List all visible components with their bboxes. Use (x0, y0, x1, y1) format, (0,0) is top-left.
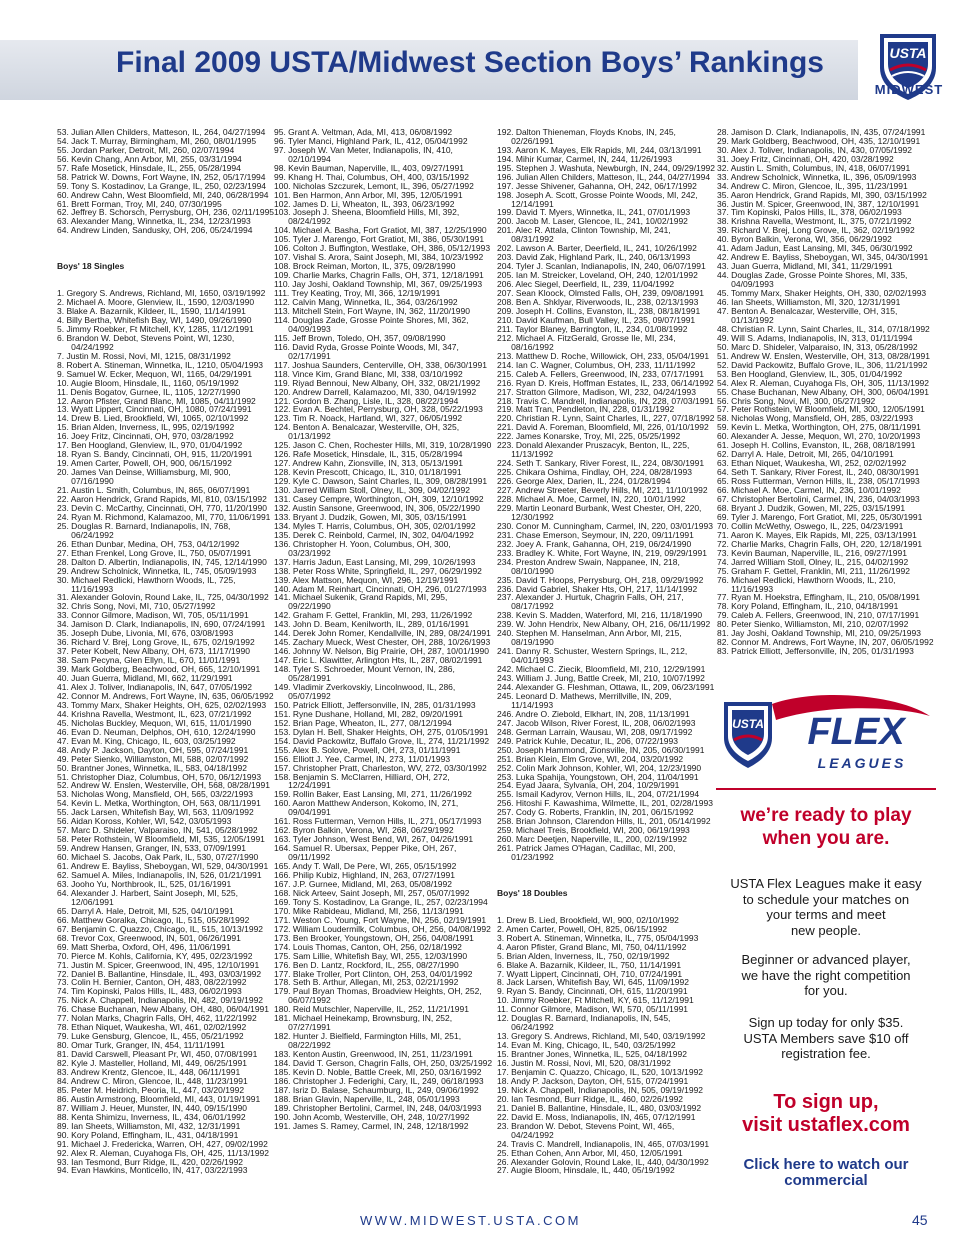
rankings-column-1 (57, 110, 274, 1184)
singles-list-continued: 192. Dalton Thieneman, Floyds Knobs, IN, 245, 02/26/1991 193. Aaron K. Mayes, Elk Rapids, MI, 244, 03/13/1991 194. Mihir Kumar, Carmel, IN, 244, 11/26/1993 195. Stephen J. Washuta, Newburgh, IN, 244, 09/29/1992 196. Julian Allen Childers, Matteson, IL, 244, 04/27/1994 197. Jesse Shivener, Gahanna, OH, 242, 06/17/1992 198. Joseph A. Scott, Grosse Pointe Woods, MI, 242, 12/14/1991 199. David T. Myers, Winnetka, IL, 241, 07/01/1993 200. Jacob M. Laser, Glencoe, IL, 241, 10/02/1992 201. Alec R. Attala, Clinton Township, MI, 241, 08/31/1992 202. Lawson A. Barter, Deerfield, IL, 241, 10/26/1992 203. David Zak, Highland Park, IL, 240, 06/13/1993 204. Tyler J. Scanlan, Indianapolis, IN, 240, 06/07/1991 205. Ian M. Streicker, Loveland, OH, 240, 12/01/1992 206. Alec Siegel, Deerfield, IL, 239, 11/04/1992 207. Sean Kloock, Olmsted Falls, OH, 239, 09/08/1991 208. Ben A. Shklyar, Riverwoods, IL, 238, 02/13/1993 209. Joseph H. Collins, Evanston, IL, 238, 08/18/1991 210. David Kaufman, Bull Valley, IL, 235, 09/07/1991 211. Taylor Blaney, Barrington, IL, 234, 01/08/1992 212. Michael A. FitzGerald, Grosse Ile, MI, 234, 08/16/1992 213. Matthew D. Roche, Willowick, OH, 233, 05/04/1991 214. Ian C. Wagner, Columbus, OH, 233, 11/11/1992 215. Caleb A. Fellers, Greenwood, IN, 233, 07/17/1991 216. Ryan D. Kreis, Hoffman Estates, IL, 233, 06/14/1992 217. Stratton Gilmore, Madison, WI, 232, 04/24/1993 218. Travis C. Mandrell, Indianapolis, IN, 228, 07/03/1991 219. Matt Tran, Pendleton, IN, 228, 01/31/1992 220. Christian R. Lynn, Saint Charles, IL, 227, 07/18/1992 221. David A. Foreman, Bloomfield, MI, 226, 01/10/1992 222. James Konarske, Troy, MI, 225, 05/25/1992 223. Donald Alexander Pruszacyk, Benton, IL, 225, 11/13/1992 224. Seth T. Sankary, River Forest, IL, 224, 08/30/1991 225. Chikara Oshima, Findlay, OH, 224, 08/28/1993 226. George Alex, Darien, IL, 224, 01/28/1994 227. Andrew Streeter, Beverly Hills, MI, 221, 11/10/1992 228. Michael A. Moe, Carmel, IN, 220, 10/01/1992 229. Martin Leonard Burbank, West Chester, OH, 220, 12/30/1992 230. Conor M. Cunningham, Carmel, IN, 220, 03/01/1993 231. Chase Emerson, Seymour, IN, 220, 09/11/1991 232. Joey A. Frank, Gahanna, OH, 219, 06/24/1990 233. Bradley K. White, Fort Wayne, IN, 219, 09/29/1991 234. Preston Andrew Swain, Nappanee, IN, 218, 08/10/1990 235. David T. Hoops, Perrysburg, OH, 218, 09/29/1992 236. David Gabriel, Shaker Hts, OH, 217, 11/14/1992 237. Alexander J. Hurtuk, Chagrin Falls, OH, 217, 08/17/1992 238. Kevin S. Madden, Waterford, MI, 216, 11/18/1990 239. W. John Hendrix, New Albany, OH, 216, 06/11/1992 240. Stephen M. Hanselman, Ann Arbor, MI, 215, 08/19/1990 241. Danny R. Schuster, Western Springs, IL, 212, 04/01/1993 242. Michael C. Ziecik, Bloomfield, MI, 210, 12/29/1991 243. William J. Jung, Battle Creek, MI, 210, 10/07/1992 244. Alexander G. Fleshman, Ottawa, IL, 209, 06/23/1991 245. Leonard D. Mathews, Merrillville, IN, 209, 11/14/1993 246. Andre O. Ziebold, Elkhart, IN, 208, 11/13/1991 247. Jacob Wilson, River Forest, IL, 208, 06/02/1993 248. German Larrain, Wausau, WI, 208, 09/17/1992 249. Patrick Kuhle, Decatur, IL, 206, 07/22/1993 250. Joseph Hammond, Zionsville, IN, 205, 06/30/1991 251. Brian Klein, Elm Grove, WI, 204, 03/20/1992 252. Colin Mark Johnson, Kohler, WI, 204, 12/23/1990 253. Luka Spahija, Youngstown, OH, 204, 11/04/1991 254. Eyad Jaara, Sylvania, OH, 204, 10/29/1991 255. Ismail Kadyrov, Vernon Hills, IL, 204, 07/21/1994 256. Hitoshi F. Kawashima, Wilmette, IL, 201, 02/28/1993 257. Cody G. Roberts, Franklin, IN, 201, 06/15/1992 258. Brian Johnson, Clarendon Hills, IL, 201, 05/14/1992 259. Michael Treis, Brookfield, WI, 200, 06/19/1993 260. Marc Deetjen, Naperville, IL, 200, 02/19/1992 261. Patrick James O'Hagan, Cadillac, MI, 200, 01/23/1992 (497, 126, 715, 863)
svg-text:FLEX: FLEX (807, 711, 905, 753)
page-title: Final 2009 USTA/Midwest Section Boys’ Rankings (116, 46, 824, 79)
page-number: 45 (912, 1212, 928, 1228)
svg-text:USTA: USTA (889, 45, 927, 61)
ad-headline: we’re ready to play when you are. (740, 805, 912, 849)
watch-commercial-link[interactable]: Click here to watch our commercial (743, 1156, 909, 1189)
ad-divider (716, 788, 936, 790)
rankings-column-4 (717, 110, 934, 665)
singles-list-continued: 53. Julian Allen Childers, Matteson, IL, 264, 04/27/1994 54. Jack T. Murray, Birmingham, MI, 260, 08/01/1995 55. Jordan Parker, Detroit, MI, 260, 02/07/1994 56. Kevin Chang, Ann Arbor, MI, 255, 03/31/1994 57. Rafe Mosetick, Hinsdale, IL, 255, 05/28/1994 58. Patrick W. Downs, Fort Wayne, IN, 252, 05/17/1994 59. Tony S. Kostadinov, La Grange, IL, 250, 02/23/1994 60. Andrew Cahn, West Bloomfield, MI, 240, 06/28/1994 61. Brett Forman, Troy, MI, 240, 07/30/1995 62. Jeffrey B. Schorsch, Perrysburg, OH, 236, 02/11/1995 63. Alexander Mang, Winnetka, IL, 234, 12/23/1993 64. Andrew Linden, Sandusky, OH, 206, 05/24/1994 (57, 126, 275, 236)
svg-text:USTA: USTA (732, 717, 764, 731)
ad-body-easy: USTA Flex Leagues make it easy to schedule your matches on your terms and meet new people. (730, 876, 922, 938)
ad-body-players: Beginner or advanced player, we have the right competition for you. (741, 952, 911, 998)
section-heading-boys-18-doubles: Boys' 18 Doubles (497, 887, 568, 898)
doubles-list: 1. Drew B. Lied, Brookfield, WI, 900, 02/10/1992 2. Amen Carter, Powell, OH, 825, 06/15/1992 3. Robert A. Stineman, Winnetka, IL, 775, 05/04/1993 4. Aaron Pfister, Grand Blanc, MI, 750, 04/11/1992 5. Brian Alden, Inverness, IL, 750, 02/19/1992 6. Blake A. Bazarnik, Kildeer, IL, 750, 11/14/1991 7. Wyatt Lippert, Cincinnati, OH, 710, 07/24/1991 8. Jack Larsen, Whitefish Bay, WI, 645, 11/09/1992 9. Ryan S. Bandy, Cincinnati, OH, 615, 11/20/1991 10. Jimmy Roebker, Ft Mitchell, KY, 615, 11/12/1991 11. Connor Gilmore, Madison, WI, 570, 05/11/1991 12. Douglas R. Barnard, Indianapolis, IN, 545, 06/24/1992 13. Gregory S. Andrews, Richland, MI, 540, 03/19/1992 14. Evan M. King, Chicago, IL, 540, 03/25/1992 15. Brantner Jones, Winnetka, IL, 525, 04/18/1992 16. Justin M. Rossi, Novi, MI, 520, 08/31/1992 17. Benjamin C. Quazzo, Chicago, IL, 520, 10/13/1992 18. Andy P. Jackson, Dayton, OH, 515, 07/24/1991 19. Nick A. Chappell, Indianapolis, IN, 505, 09/19/1992 20. Ian Tesmond, Burr Ridge, IL, 460, 02/26/1992 21. Daniel B. Ballantine, Hinsdale, IL, 480, 03/03/1992 22. David E. Moss, Indianapolis, IN, 465, 07/12/1991 23. Brandon W. Debot, Stevens Point, WI, 465, 04/24/1992 24. Travis C. Mandrell, Indianapolis, IN, 465, 07/03/1991 25. Ethan Cohen, Ann Arbor, MI, 450, 12/05/1991 26. Alexander Golovin, Round Lake, IL, 440, 04/30/1992 27. Augie Bloom, Hinsdale, IL, 440, 05/19/1992 (497, 914, 710, 1176)
singles-list: 1. Gregory S. Andrews, Richland, MI, 1650, 03/19/1992 2. Michael A. Moore, Glenview, IL, 1590, 12/03/1990 3. Blake A. Bazarnik, Kildeer, IL, 1590, 11/14/1991 4. Billy Bertha, Whitefish Bay, WI, 1490, 09/26/1990 5. Jimmy Roebker, Ft Mitchell, KY, 1285, 11/12/1991 6. Brandon W. Debot, Stevens Point, WI, 1230, 04/24/1992 7. Justin M. Rossi, Novi, MI, 1215, 08/31/1992 8. Robert A. Stineman, Winnetka, IL, 1210, 05/04/1993 9. Samuel W. Ecker, Mequon, WI, 1165, 04/29/1991 10. Augie Bloom, Hinsdale, IL, 1160, 05/19/1992 11. Denis Bogatov, Gurnee, IL, 1105, 12/27/1990 12. Aaron Pfister, Grand Blanc, MI, 1085, 04/11/1992 13. Wyatt Lippert, Cincinnati, OH, 1080, 07/24/1991 14. Drew B. Lied, Brookfield, WI, 1065, 02/10/1992 15. Brian Alden, Inverness, IL, 995, 02/19/1992 16. Joey Fritz, Cincinnati, OH, 970, 03/28/1992 17. Ben Hoogland, Glenview, IL, 970, 01/04/1992 18. Ryan S. Bandy, Cincinnati, OH, 915, 11/20/1991 19. Amen Carter, Powell, OH, 900, 06/15/1992 20. James Van Deinse, Williamsburg, MI, 900, 07/16/1990 21. Austin L. Smith, Columbus, IN, 865, 06/07/1991 22. Aaron Hendrick, Grand Rapids, MI, 810, 03/15/1992 23. Devin C. McCarthy, Cincinnati, OH, 770, 11/20/1990 24. Ryan M. Richmond, Kalamazoo, MI, 770, 11/06/1991 25. Douglas R. Barnard, Indianapolis, IN, 768, 06/24/1992 26. Ethan Dunbar, Medina, OH, 753, 04/12/1992 27. Ethan Frenkel, Long Grove, IL, 750, 05/07/1991 28. Dalton D. Albertin, Indianapolis, IN, 745, 12/14/1990 29. Andrew Scholnick, Winnetka, IL, 745, 05/09/1993 30. Michael Redlicki, Hawthorn Woods, IL, 725, 11/16/1993 31. Alexander Golovin, Round Lake, IL, 725, 04/30/1992 32. Chris Song, Novi, MI, 710, 05/27/1992 33. Connor Gilmore, Madison, WI, 705, 05/11/1991 34. Jamison D. Clark, Indianapolis, IN, 690, 07/24/1991 35. Joseph Dube, Livonia, MI, 676, 03/08/1993 36. Richard V. Brej, Long Grove, IL, 675, 02/19/1992 37. Peter Kobelt, New Albany, OH, 673, 11/17/1990 38. Sam Pecyna, Glen Ellyn, IL, 670, 11/01/1991 39. Mark Goldberg, Beachwood, OH, 665, 12/10/1991 40. Juan Guerra, Midland, MI, 662, 11/29/1991 41. Alex J. Toliver, Indianapolis, IN, 647, 07/05/1992 42. Connor M. Andrews, Fort Wayne, IN, 635, 06/05/1992 43. Tommy Marx, Shaker Heights, OH, 625, 02/02/1993 44. Krishna Ravella, Westmont, IL, 623, 07/21/1992 45. Nicholas Buckley, Mequon, WI, 615, 11/01/1990 46. Evan D. Neuman, Delphos, OH, 610, 12/24/1990 47. Evan M. King, Chicago, IL, 603, 03/25/1992 48. Andy P. Jackson, Dayton, OH, 595, 07/24/1991 49. Peter Sienko, Williamston, MI, 588, 02/07/1992 50. Brantner Jones, Winnetka, IL, 583, 04/18/1992 51. Christopher Diaz, Columbus, OH, 570, 06/12/1993 52. Andrew W. Enslen, Westerville, OH, 568, 08/28/1991 53. Nicholas Wong, Mansfield, OH, 565, 03/22/1993 54. Kevin L. Metka, Worthington, OH, 563, 08/11/1991 55. Jack Larsen, Whitefish Bay, WI, 563, 11/09/1992 56. Aidan Koross, Kohler, WI, 542, 03/05/1993 57. Marc D. Shideler, Valparaiso, IN, 541, 05/28/1992 58. Peter Rothstein, W Bloomfield, MI, 535, 12/05/1991 59. Andrew Hansen, Granger, IN, 533, 07/09/1991 60. Michael S. Jacobs, Oak Park, IL, 530, 07/27/1990 61. Andrew E. Bayliss, Sheboygan, WI, 529, 04/30/1991 62. Samuel A. Miles, Indianapolis, IN, 526, 01/21/1991 63. Jooho Yu, Northbrook, IL, 525, 01/16/1991 64. Alexander J. Harbert, Saint Joseph, MI, 525, 12/06/1991 65. Darryl A. Hale, Detroit, MI, 525, 04/10/1991 66. Matthew Goralka, Chicago, IL, 515, 05/28/1992 67. Benjamin C. Quazzo, Chicago, IL, 515, 10/13/1992 68. Trevor Cox, Greenwood, IN, 501, 06/26/1991 69. Matt Sherba, Oxford, OH, 496, 11/06/1991 70. Pierce M. Kohls, California, KY, 495, 02/23/1992 71. Justin M. Spicer, Greenwood, IN, 495, 12/10/1991 72. Daniel B. Ballantine, Hinsdale, IL, 493, 03/03/1992 73. Colin H. Bernier, Canton, OH, 483, 08/22/1992 74. Tim Kopinski, Palos Hills, IL, 483, 06/02/1993 75. Nick A. Chappell, Indianapolis, IN, 482, 09/19/1992 76. Chase Buchanan, New Albany, OH, 480, 06/04/1991 77. Nolan Marks, Chagrin Falls, OH, 462, 11/22/1992 78. Ethan Niquet, Waukesha, WI, 461, 02/02/1992 79. Luke Gensburg, Glencoe, IL, 455, 05/21/1992 80. Omar Turk, Granger, IN, 454, 11/11/1991 81. David Carswell, Pleasant Pr, WI, 450, 07/08/1991 82. Kyle J. Masteller, Holland, MI, 449, 06/25/1991 83. Andrew Krentz, Glencoe, IL, 448, 06/11/1991 84. Andrew C. Miron, Glencoe, IL, 448, 11/23/1991 85. Peter M. Heidrich, Peoria, IL, 447, 03/20/1992 86. Austin Armstrong, Bloomfield, MI, 443, 01/19/1991 87. William J. Heuer, Munster, IN, 440, 09/15/1990 88. Kenta Shimizu, Inverness, IL, 434, 06/01/1992 89. Ian Sheets, Williamston, MI, 432, 12/31/1991 90. Kory Poland, Effingham, IL, 431, 04/18/1991 91. Michael J. Fredericka, Warren, OH, 427, 09/02/1992 92. Alex R. Aleman, Cuyahoga Fls, OH, 425, 11/13/1992 93. Ian Tesmond, Burr Ridge, IL, 420, 02/26/1992 94. Evan Hawkins, Monticello, IN, 417, 03/22/1993 (57, 288, 274, 1176)
svg-text:LEAGUES: LEAGUES (817, 755, 907, 771)
page-header (0, 0, 960, 108)
usta-flex-leagues-logo (716, 690, 936, 786)
ad-signup-link[interactable]: To sign up, visit ustaflex.com (742, 1091, 910, 1136)
midwest-logo-text: MIDWEST (874, 82, 944, 97)
footer-url-link[interactable]: WWW.MIDWEST.USTA.COM (360, 1213, 581, 1228)
ad-body-price: Sign up today for only $35. USTA Members save $10 off registration fee. (743, 1015, 909, 1061)
rankings-column-2 (274, 110, 492, 1140)
doubles-list-continued: 28. Jamison D. Clark, Indianapolis, IN, 435, 07/24/1991 29. Mark Goldberg, Beachwood, OH, 435, 12/10/1991 30. Alex J. Toliver, Indianapolis, IN, 430, 07/05/1992 31. Joey Fritz, Cincinnati, OH, 420, 03/28/1992 32. Austin L. Smith, Columbus, IN, 418, 06/07/1991 33. Andrew Scholnick, Winnetka, IL, 396, 05/09/1993 34. Andrew C. Miron, Glencoe, IL, 395, 11/23/1991 35. Aaron Hendrick, Grand Rapids, MI, 390, 03/15/1992 36. Justin M. Spicer, Greenwood, IN, 387, 12/10/1991 37. Tim Kopinski, Palos Hills, IL, 378, 06/02/1993 38. Krishna Ravella, Westmont, IL, 375, 07/21/1992 39. Richard V. Brej, Long Grove, IL, 362, 02/19/1992 40. Byron Balkin, Verona, WI, 356, 06/29/1992 41. Adam Jadun, East Lansing, MI, 345, 06/30/1992 42. Andrew E. Bayliss, Sheboygan, WI, 345, 04/30/1991 43. Juan Guerra, Midland, MI, 341, 11/29/1991 44. Douglas Zade, Grosse Pointe Shores, MI, 335, 04/09/1993 45. Tommy Marx, Shaker Heights, OH, 330, 02/02/1993 46. Ian Sheets, Williamston, MI, 320, 12/31/1991 47. Benton A. Benalcazar, Westerville, OH, 315, 01/13/1992 48. Christian R. Lynn, Saint Charles, IL, 314, 07/18/1992 49. Will S. Adams, Indianapolis, IN, 313, 01/11/1994 50. Marc D. Shideler, Valparaiso, IN, 313, 05/28/1992 51. Andrew W. Enslen, Westerville, OH, 313, 08/28/1991 52. David Packowitz, Buffalo Grove, IL, 306, 11/21/1992 53. Ben Hoogland, Glenview, IL, 305, 01/04/1992 54. Alex R. Aleman, Cuyahoga Fls, OH, 305, 11/13/1992 55. Chase Buchanan, New Albany, OH, 300, 06/04/1991 56. Chris Song, Novi, MI, 300, 05/27/1992 57. Peter Rothstein, W Bloomfield, MI, 300, 12/05/1991 58. Nicholas Wong, Mansfield, OH, 285, 03/22/1993 59. Kevin L. Metka, Worthington, OH, 275, 08/11/1991 60. Alexander A. Jesse, Mequon, WI, 270, 10/20/1993 61. Joseph H. Collins, Evanston, IL, 268, 08/18/1991 62. Darryl A. Hale, Detroit, MI, 265, 04/10/1991 63. Ethan Niquet, Waukesha, WI, 252, 02/02/1992 64. Seth T. Sankary, River Forest, IL, 240, 08/30/1991 65. Ross Futterman, Vernon Hills, IL, 238, 05/17/1993 66. Michael A. Moe, Carmel, IN, 236, 10/01/1992 67. Christopher Bertolini, Carmel, IN, 236, 04/03/1993 68. Bryant J. Dudzik, Gowen, MI, 225, 03/15/1991 69. Tyler J. Marengo, Fort Gratiot, MI, 225, 05/30/1991 70. Collin McWethy, Oswego, IL, 225, 04/23/1991 71. Aaron K. Mayes, Elk Rapids, MI, 225, 03/13/1991 72. Charlie Marks, Chagrin Falls, OH, 220, 12/18/1991 73. Kevin Bauman, Naperville, IL, 216, 09/27/1991 74. Jarred William Stoll, Olney, IL, 215, 04/02/1992 75. Graham F. Gettel, Franklin, MI, 211, 11/26/1992 76. Michael Redlicki, Hawthorn Woods, IL, 210, 11/16/1993 77. Ryan M. Hoekstra, Effingham, IL, 210, 05/08/1991 78. Kory Poland, Effingham, IL, 210, 04/18/1991 79. Caleb A. Fellers, Greenwood, IN, 210, 07/17/1991 80. Peter Sienko, Williamston, MI, 210, 02/07/1992 81. Jay Joshi, Oakland Township, MI, 210, 09/25/1993 82. Connor M. Andrews, Fort Wayne, IN, 207, 06/05/1992 83. Patrick Elliott, Jeffersonville, IN, 205, 01/31/1993 (717, 126, 934, 657)
singles-list-continued: 95. Grant A. Veltman, Ada, MI, 413, 06/08/1992 96. Tyler Manci, Highland Park, IL, 412, 05/04/1992 97. Joseph W. Van Meter, Indianapolis, IN, 410, 02/10/1994 98. Kevin Bauman, Naperville, IL, 403, 09/27/1991 99. Khang H. Thai, Columbus, OH, 400, 03/15/1992 100. Nicholas Szczurek, Lemont, IL, 396, 05/27/1992 101. Ben Harmon, Ann Arbor, MI, 395, 12/05/1991 102. James D. Li, Wheaton, IL, 393, 06/23/1992 103. Joseph J. Sheena, Bloomfield Hills, MI, 392, 08/24/1992 104. Michael A. Basha, Fort Gratiot, MI, 387, 12/25/1990 105. Tyler J. Marengo, Fort Gratiot, MI, 386, 05/30/1991 106. Colton J. Buffington, Westlake, OH, 386, 05/12/1993 107. Vishal S. Arora, Saint Joseph, MI, 384, 10/23/1992 108. Brock Reiman, Morton, IL, 375, 09/28/1990 109. Charlie Marks, Chagrin Falls, OH, 371, 12/18/1991 110. Jay Joshi, Oakland Township, MI, 367, 09/25/1993 111. Trey Keating, Troy, MI, 366, 12/19/1991 112. Calvin Mang, Winnetka, IL, 364, 03/26/1992 113. Mitchell Stein, Fort Wayne, IN, 362, 11/20/1990 114. Douglas Zade, Grosse Pointe Shores, MI, 362, 04/09/1993 115. Jeff Brown, Toledo, OH, 357, 09/08/1990 116. David Ryda, Grosse Pointe Woods, MI, 347, 02/17/1991 117. Joshua Saunders, Centerville, OH, 338, 06/30/1991 118. Vince Kim, Grand Blanc, MI, 338, 03/10/1992 119. Riyad Bennoui, New Albany, OH, 332, 08/21/1992 120. Andrew Darrell, Kalamazoo, MI, 330, 04/19/1992 121. Gordon B. Zhang, Lisle, IL, 328, 08/22/1994 122. Evan A. Bechtel, Perrysburg, OH, 328, 05/22/1993 123. Tim R. Noack, Hartland, WI, 327, 06/05/1992 124. Benton A. Benalcazar, Westerville, OH, 325, 01/13/1992 125. Jason C. Chen, Rochester Hills, MI, 319, 10/28/1990 126. Rafe Mosetick, Hinsdale, IL, 315, 05/28/1994 127. Andrew Kahn, Zionsville, IN, 313, 05/13/1991 128. Kevin Prescott, Chicago, IL, 310, 01/18/1991 129. Kyle C. Dawson, Saint Charles, IL, 309, 08/28/1991 130. Jarred William Stoll, Olney, IL, 309, 04/02/1992 131. Casey Cempre, Worthington, OH, 309, 12/10/1992 132. Austin Sansone, Greenwood, IN, 306, 05/22/1990 133. Bryant J. Dudzik, Gowen, MI, 305, 03/15/1991 134. Myles T. Harris, Columbus, OH, 305, 02/01/1992 135. Derek C. Reinbold, Carmel, IN, 302, 04/04/1992 136. Christopher H. Yoon, Columbus, OH, 300, 03/23/1992 137. Harris Jadun, East Lansing, MI, 299, 10/26/1993 138. Peter Ross White, Springfield, IL, 297, 06/29/1992 139. Alex Mattson, Mequon, WI, 296, 12/19/1991 140. Adam M. Reinhart, Cincinnati, OH, 296, 01/27/1993 141. Michael Sukenik, Grand Rapids, MI, 295, 09/22/1990 142. Graham F. Gettel, Franklin, MI, 293, 11/26/1992 143. John D. Beam, Kenilworth, IL, 289, 01/16/1991 144. Derek John Romer, Kendallville, IN, 289, 08/24/1991 145. Zachary Mueck, West Chester, OH, 288, 10/26/1993 146. Johnny W. Nelson, Big Prairie, OH, 287, 10/01/1990 147. Eric L. Klawitter, Arlington Hts, IL, 287, 08/02/1991 148. Tyler S. Schroeder, Mount Vernon, IN, 286, 05/28/1991 149. Vladimir Zverkovskiy, Lincolnwood, IL, 286, 05/07/1992 150. Patrick Elliott, Jeffersonville, IN, 285, 01/31/1993 151. Ryne Dushane, Holland, MI, 282, 09/20/1991 152. Brian Page, Wheaton, IL, 277, 08/12/1994 153. Dylan H. Bell, Shaker Heights, OH, 275, 01/05/1991 154. David Packowitz, Buffalo Grove, IL, 274, 11/21/1992 155. Alex B. Solove, Powell, OH, 273, 01/11/1991 156. Elliott J. Yee, Carmel, IN, 273, 11/01/1993 157. Christopher Pratt, Charleston, WV, 272, 03/30/1992 158. Benjamin S. McClarren, Hilliard, OH, 272, 12/24/1991 159. Rollin Baker, East Lansing, MI, 271, 11/26/1992 160. Aaron Matthew Anderson, Kokomo, IN, 271, 09/04/1991 161. Ross Futterman, Vernon Hills, IL, 271, 05/17/1993 162. Byron Balkin, Verona, WI, 268, 06/29/1992 163. Tyler Johnson, West Bend, WI, 267, 04/26/1991 164. Samuel R. Ubersax, Pepper Pike, OH, 267, 09/11/1992 165. Andy T. Wall, De Pere, WI, 265, 05/15/1992 166. Philip Kubiz, Highland, IN, 263, 07/27/1991 167. J.P. Gurnee, Midland, MI, 263, 05/08/1992 168. Nick Arteev, Saint Joseph, MI, 257, 05/07/1992 169. Tony S. Kostadinov, La Grange, IL, 257, 02/23/1994 170. Mike Rabideau, Midland, MI, 256, 11/13/1991 171. Weston C. Young, Fort Wayne, IN, 256, 02/19/1991 172. William Loudermilk, Columbus, OH, 256, 04/08/1992 173. Ben Brooker, Youngstown, OH, 256, 04/08/1991 174. Louis Thomas, Canton, OH, 256, 02/18/1992 175. Sam Lillie, Whitefish Bay, WI, 255, 12/03/1990 176. Ben D. Lantz, Rockford, IL, 255, 08/27/1990 177. Blake Troller, Port Clinton, OH, 253, 04/01/1992 178. Seth B. Arthur, Allegan, MI, 253, 02/21/1992 179. Paul Bryan Thomas, Broadview Heights, OH, 252, 06/07/1992 180. Reid Mutschler, Naperville, IL, 252, 11/21/1991 181. Michael Heinekamp, Brownsburg, IN, 252, 07/27/1991 182. Hunter J. Bielfield, Farmington Hills, MI, 251, 08/22/1992 183. Kenton Austin, Greenwood, IN, 251, 11/23/1991 184. David T. Gerson, Chagrin Falls, OH, 250, 03/25/1992 185. Kevin D. Noble, Battle Creek, MI, 250, 03/16/1992 186. Christopher J. Federighi, Cary, IL, 249, 06/18/1993 187. Isriz D. Balase, Schaumburg, IL, 249, 09/06/1992 188. Brian Glavin, Naperville, IL, 248, 05/01/1993 189. Christopher Bertolini, Carmel, IN, 248, 04/03/1993 190. John Acomb, Westerville, OH, 248, 10/27/1992 191. James S. Ramey, Carmel, IN, 248, 12/18/1992 (274, 126, 493, 1131)
section-heading-boys-18-singles: Boys' 18 Singles (57, 261, 125, 272)
rankings-column-3 (497, 110, 715, 1184)
